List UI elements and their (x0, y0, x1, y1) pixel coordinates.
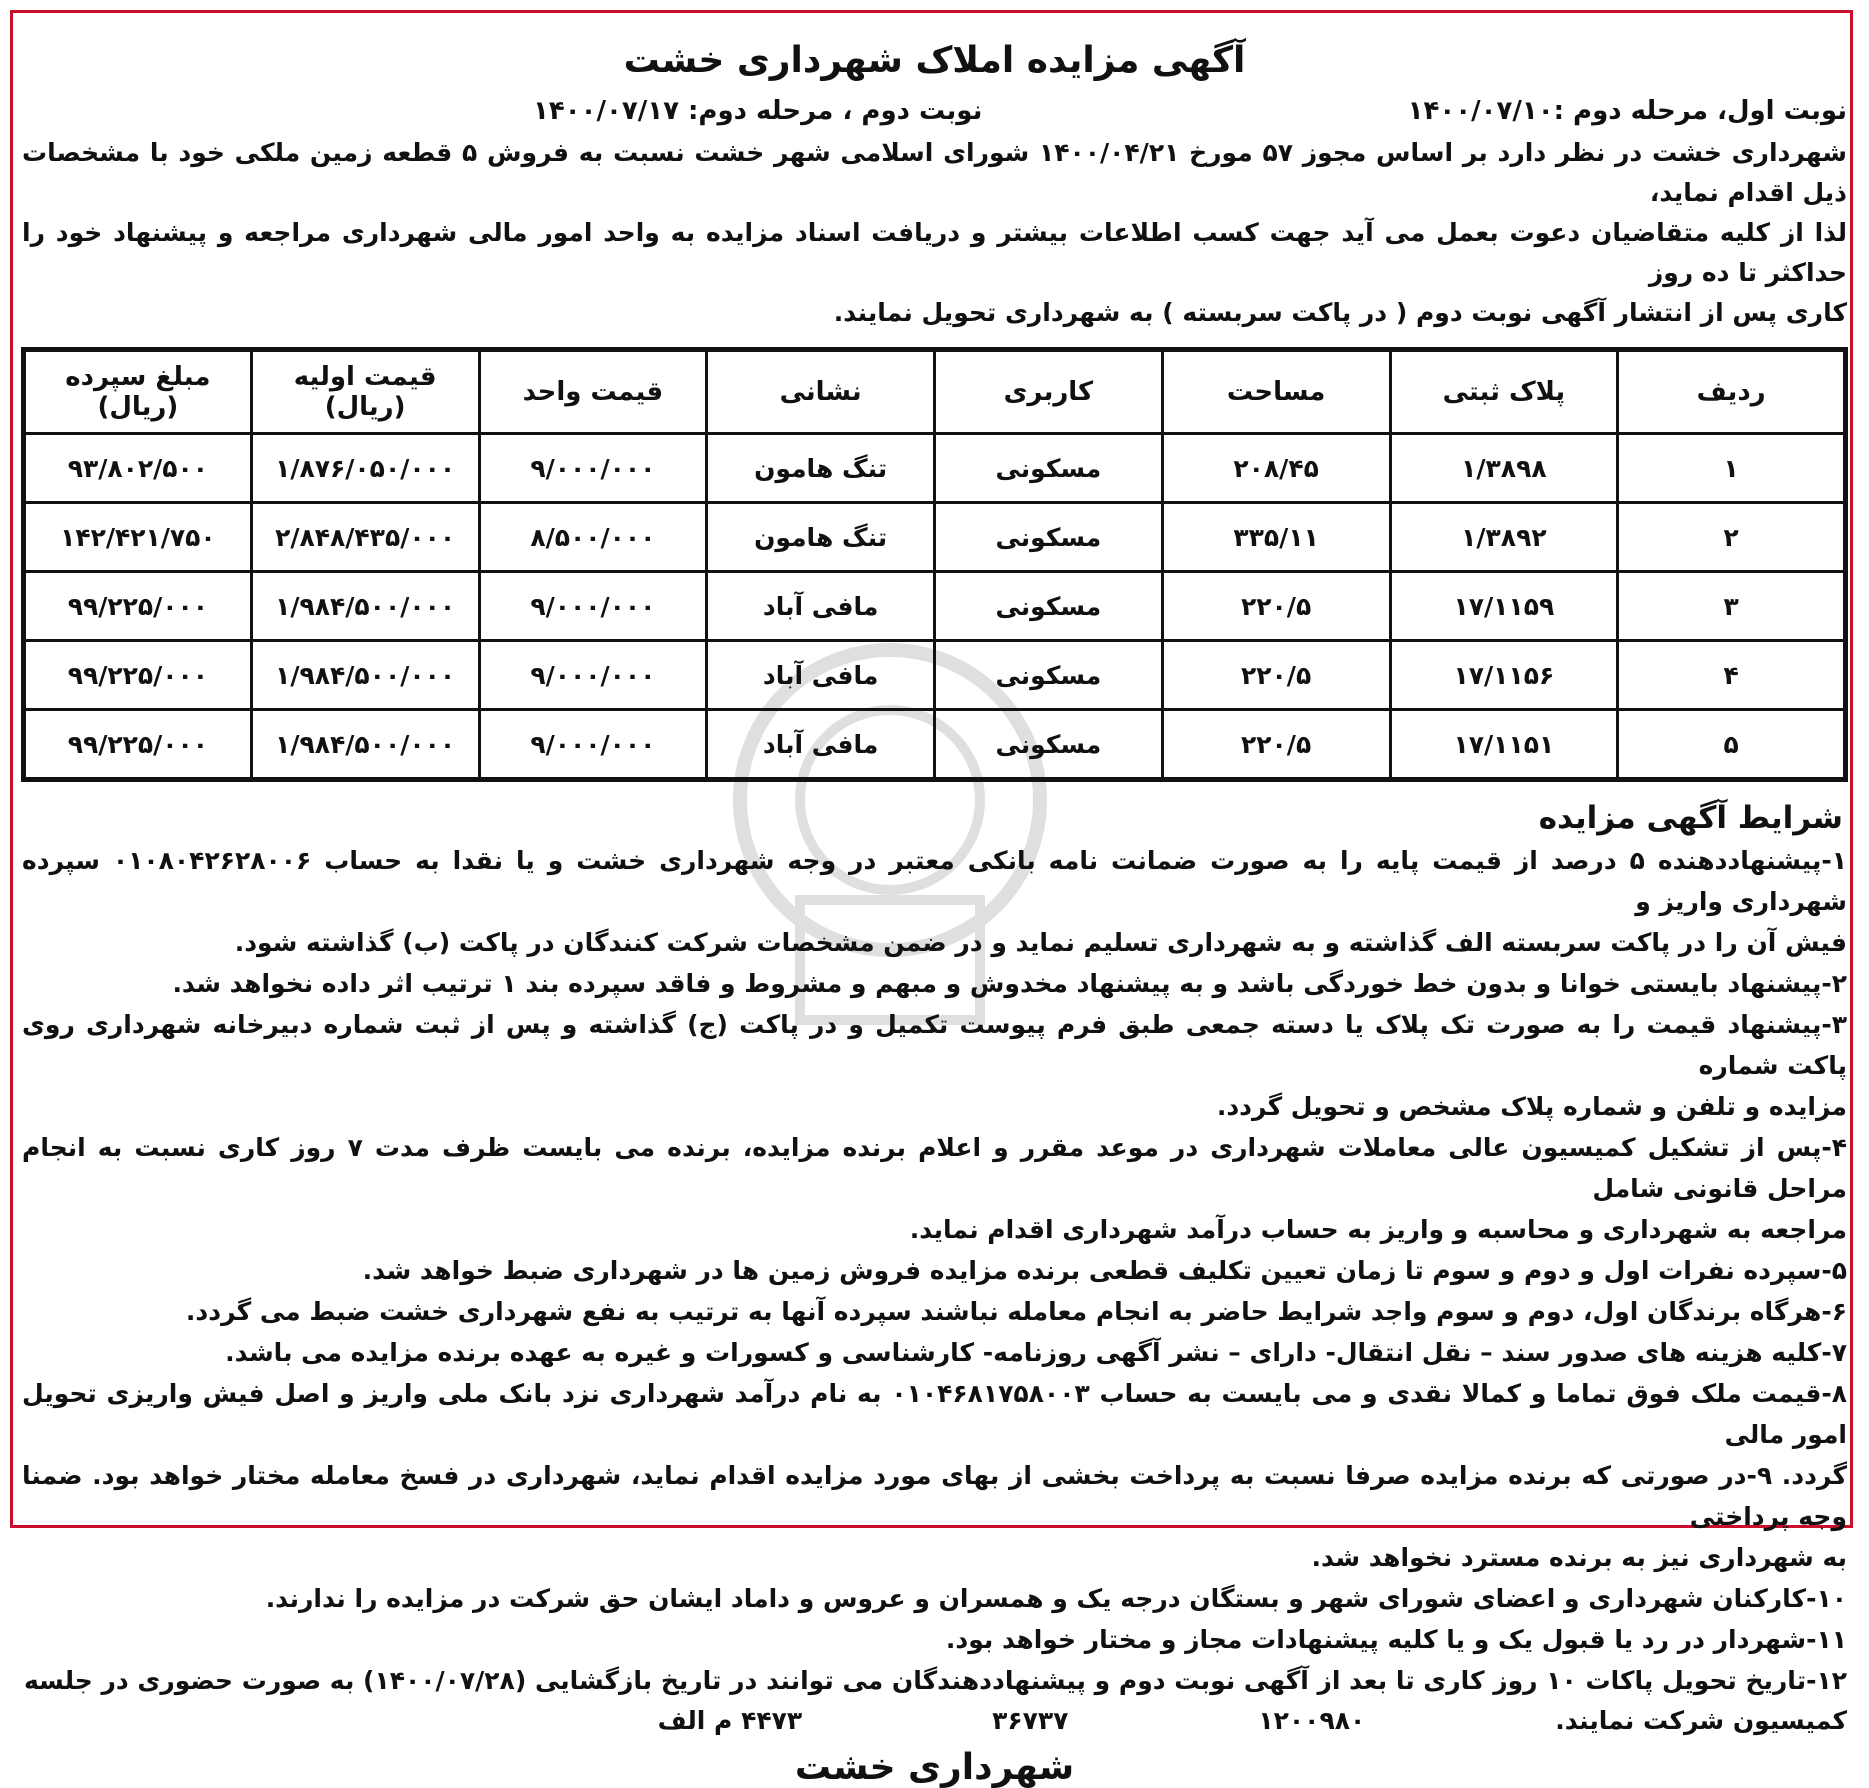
condition-line: ۱۲-تاریخ تحویل پاکات ۱۰ روز کاری تا بعد از آگهی نوبت دوم و پیشنهاددهندگان می توانند در تاریخ بازگشایی (۱۴۰۰/۰۷/۲۸) به صورت حضوری در جلسه (23, 1666, 1847, 1695)
cell-address: مافی آباد (707, 572, 935, 641)
condition-line: ۵-سپرده نفرات اول و دوم و سوم تا زمان تعیین تکلیف قطعی برنده مزایده فروش زمین ها در شهرداری ضبط خواهد شد. (362, 1256, 1847, 1285)
condition-line: مزایده و تلفن و شماره پلاک مشخص و تحویل گردد. (1216, 1092, 1847, 1121)
cell-area: ۲۲۰/۵ (1162, 572, 1390, 641)
cell-deposit: ۹۹/۲۲۵/۰۰۰ (24, 572, 252, 641)
condition-line: ۱۱-شهردار در رد یا قبول یک و یا کلیه پیشنهادات مجاز و مختار خواهد بود. (945, 1625, 1847, 1654)
cell-address: تنگ هامون (707, 503, 935, 572)
reference-code: ۳۶۷۳۷ (992, 1706, 1069, 1735)
round-second-date: نوبت دوم ، مرحله دوم: ۱۴۰۰/۰۷/۱۷ (533, 96, 983, 126)
conditions-title: شرایط آگهی مزایده (1538, 800, 1843, 836)
cell-base-price: ۱/۹۸۴/۵۰۰/۰۰۰ (251, 710, 479, 780)
condition-line: فیش آن را در پاکت سربسته الف گذاشته و به شهرداری تسلیم نماید و در ضمن مشخصات شرکت کنندگان در پاکت (ب) گذاشته شود. (234, 928, 1847, 957)
condition-line: گردد. ۹-در صورتی که برنده مزایده صرفا نسبت به پرداخت بخشی از بهای مورد مزایده اقدام نماید، شهرداری در فسخ معامله مختار خواهد بود. ضمنا وجه پرداختی (22, 1461, 1847, 1531)
header-address: نشانی (707, 350, 935, 434)
cell-deposit: ۹۳/۸۰۲/۵۰۰ (24, 434, 252, 503)
table-row (24, 572, 1846, 641)
closing-line (16, 1701, 1853, 1741)
condition-line: ۲-پیشنهاد بایستی خوانا و بدون خط خوردگی باشد و به پیشنهاد مخدوش و مبهم و مشروط و فاقد سپرده بند ۱ ترتیب اثر داده نخواهد شد. (172, 969, 1847, 998)
cell-area: ۲۲۰/۵ (1162, 710, 1390, 780)
cell-base-price: ۱/۹۸۴/۵۰۰/۰۰۰ (251, 641, 479, 710)
header-area: مساحت (1162, 350, 1390, 434)
cell-base-price: ۱/۸۷۶/۰۵۰/۰۰۰ (251, 434, 479, 503)
auction-notice (16, 20, 1853, 1788)
cell-area: ۲۰۸/۴۵ (1162, 434, 1390, 503)
intro-line: لذا از کلیه متقاضیان دعوت بعمل می آید جهت کسب اطلاعات بیشتر و دریافت اسناد مزایده به واحد امور مالی شهرداری مراجعه و پیشنهاد خود را حداکثر تا ده روز (22, 218, 1847, 287)
table-row (24, 641, 1846, 710)
condition-line: ۷-کلیه هزینه های صدور سند – نقل انتقال- دارای – نشر آگهی روزنامه- کارشناسی و کسورات و غیره به عهده برنده مزایده می باشد. (225, 1338, 1847, 1367)
cell-row-number: ۵ (1618, 710, 1846, 780)
condition-line: ۴-پس از تشکیل کمیسیون عالی معاملات شهرداری در موعد مقرر و اعلام برنده مزایده، برنده می بایست ظرف مدت ۷ روز کاری نسبت به انجام مراحل قانونی شامل (22, 1133, 1847, 1203)
cell-area: ۳۳۵/۱۱ (1162, 503, 1390, 572)
conditions-list (16, 840, 1853, 1701)
cell-deposit: ۹۹/۲۲۵/۰۰۰ (24, 710, 252, 780)
table-header-row (24, 350, 1846, 434)
signature-municipality: شهرداری خشت (794, 1747, 1075, 1788)
round-first-date: نوبت اول، مرحله دوم :۱۴۰۰/۰۷/۱۰ (1407, 96, 1847, 126)
condition-line: مراجعه به شهرداری و محاسبه و واریز به حساب درآمد شهرداری اقدام نماید. (909, 1215, 1847, 1244)
condition-line: ۶-هرگاه برندگان اول، دوم و سوم واجد شرایط حاضر به انجام معامله نباشند سپرده آنها به ترتیب به نفع شهرداری خشت ضبط می گردد. (185, 1297, 1847, 1326)
cell-unit-price: ۹/۰۰۰/۰۰۰ (479, 434, 707, 503)
table-row (24, 710, 1846, 780)
condition-line: ۱-پیشنهاددهنده ۵ درصد از قیمت پایه را به صورت ضمانت نامه بانکی معتبر در وجه شهرداری خشت و یا نقدا به حساب ۰۱۰۸۰۴۲۶۲۸۰۰۶ سپرده شهرداری واریز و (22, 846, 1847, 916)
header-deposit: مبلغ سپرده (ریال) (24, 350, 252, 434)
cell-usage: مسکونی (935, 710, 1163, 780)
condition-line: ۳-پیشنهاد قیمت را به صورت تک پلاک یا دسته جمعی طبق فرم پیوست تکمیل و در پاکت (ج) گذاشته و پس از ثبت شماره دبیرخانه شهرداری روی پاکت شماره (22, 1010, 1847, 1080)
reference-code: ۱۲۰۰۹۸۰ (1258, 1706, 1366, 1735)
cell-address: مافی آباد (707, 710, 935, 780)
notice-title: آگهی مزایده املاک شهرداری خشت (623, 40, 1246, 81)
intro-paragraph (16, 133, 1853, 333)
table-row (24, 503, 1846, 572)
condition-line: ۸-قیمت ملک فوق تماما و کمالا نقدی و می بایست به حساب ۰۱۰۴۶۸۱۷۵۸۰۰۳ به نام درآمد شهرداری نزد بانک ملی واریز و اصل فیش واریزی تحویل امور مالی (22, 1379, 1847, 1449)
cell-row-number: ۲ (1618, 503, 1846, 572)
cell-row-number: ۴ (1618, 641, 1846, 710)
condition-line: به شهرداری نیز به برنده مسترد نخواهد شد. (1311, 1543, 1847, 1572)
header-unit-price: قیمت واحد (479, 350, 707, 434)
cell-row-number: ۱ (1618, 434, 1846, 503)
cell-deposit: ۱۴۲/۴۲۱/۷۵۰ (24, 503, 252, 572)
table-row (24, 434, 1846, 503)
cell-plate: ۱/۳۸۹۲ (1390, 503, 1618, 572)
cell-row-number: ۳ (1618, 572, 1846, 641)
cell-base-price: ۲/۸۴۸/۴۳۵/۰۰۰ (251, 503, 479, 572)
cell-usage: مسکونی (935, 572, 1163, 641)
cell-usage: مسکونی (935, 641, 1163, 710)
cell-address: مافی آباد (707, 641, 935, 710)
closing-text: کمیسیون شرکت نمایند. (1555, 1706, 1847, 1735)
header-row-number: ردیف (1618, 350, 1846, 434)
cell-usage: مسکونی (935, 503, 1163, 572)
condition-line: ۱۰-کارکنان شهرداری و اعضای شورای شهر و بستگان درجه یک و همسران و عروس و داماد ایشان حق شرکت در مزایده را ندارند. (265, 1584, 1847, 1613)
cell-plate: ۱/۳۸۹۸ (1390, 434, 1618, 503)
intro-line: کاری پس از انتشار آگهی نوبت دوم ( در پاکت سربسته ) به شهرداری تحویل نمایند. (833, 298, 1847, 327)
cell-unit-price: ۸/۵۰۰/۰۰۰ (479, 503, 707, 572)
cell-plate: ۱۷/۱۱۵۶ (1390, 641, 1618, 710)
cell-unit-price: ۹/۰۰۰/۰۰۰ (479, 710, 707, 780)
reference-code: ۴۴۷۳ م الف (657, 1706, 803, 1735)
cell-unit-price: ۹/۰۰۰/۰۰۰ (479, 572, 707, 641)
cell-plate: ۱۷/۱۱۵۱ (1390, 710, 1618, 780)
cell-address: تنگ هامون (707, 434, 935, 503)
publication-dates (16, 89, 1853, 133)
reference-codes (658, 1701, 1366, 1741)
header-plate: پلاک ثبتی (1390, 350, 1618, 434)
cell-unit-price: ۹/۰۰۰/۰۰۰ (479, 641, 707, 710)
cell-usage: مسکونی (935, 434, 1163, 503)
cell-deposit: ۹۹/۲۲۵/۰۰۰ (24, 641, 252, 710)
cell-plate: ۱۷/۱۱۵۹ (1390, 572, 1618, 641)
intro-line: شهرداری خشت در نظر دارد بر اساس مجوز ۵۷ مورخ ۱۴۰۰/۰۴/۲۱ شورای اسلامی شهر خشت نسبت به فروش ۵ قطعه زمین ملکی خود با مشخصات ذیل اقدام نماید، (22, 138, 1847, 207)
cell-base-price: ۱/۹۸۴/۵۰۰/۰۰۰ (251, 572, 479, 641)
header-usage: کاربری (935, 350, 1163, 434)
properties-table (21, 347, 1848, 782)
cell-area: ۲۲۰/۵ (1162, 641, 1390, 710)
header-base-price: قیمت اولیه (ریال) (251, 350, 479, 434)
